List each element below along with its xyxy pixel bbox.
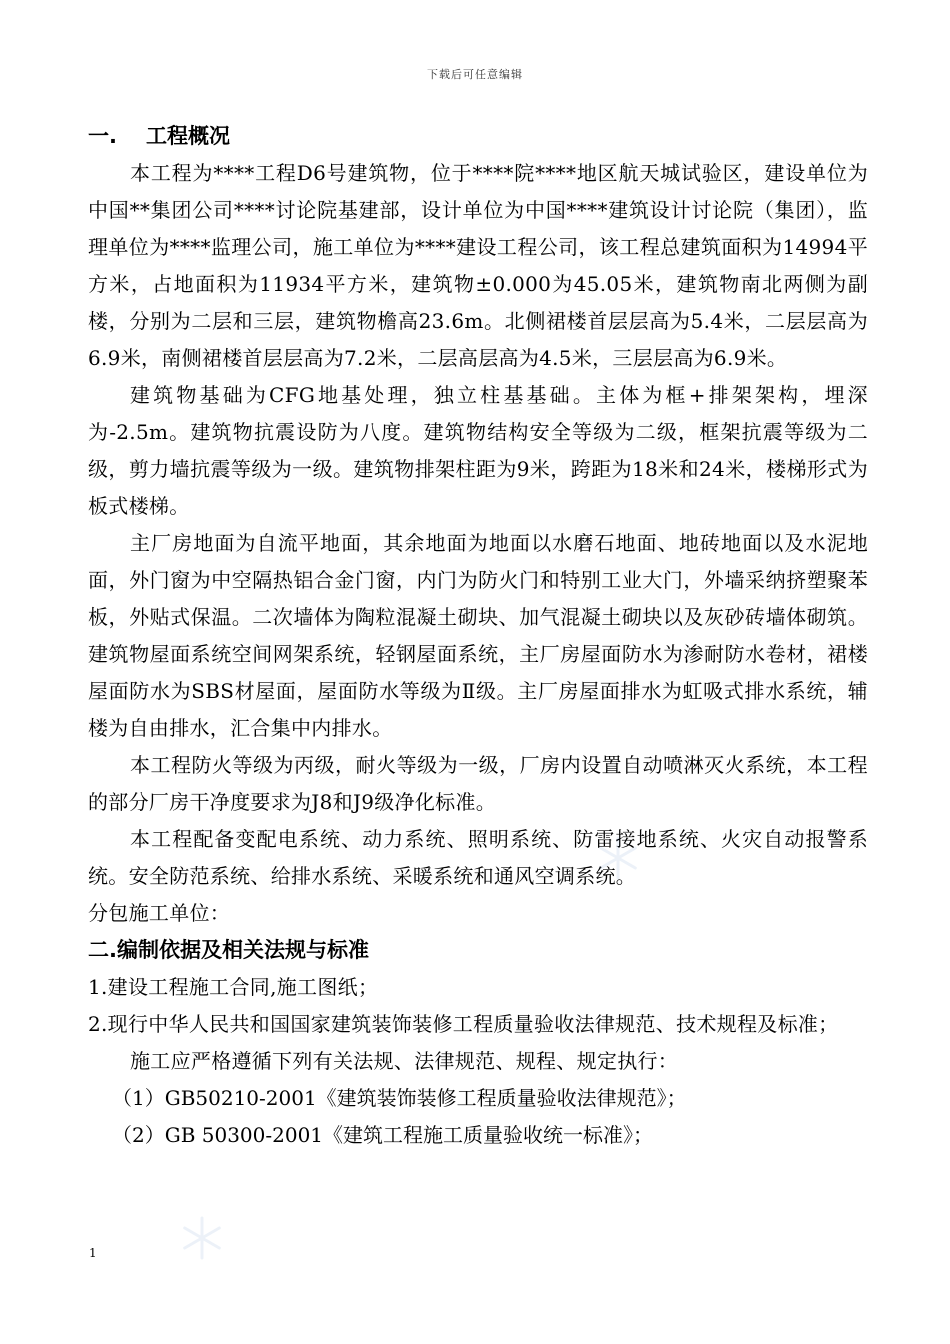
- standard-item-1: （1）GB50210-2001《建筑装饰装修工程质量验收法律规范》；: [112, 1086, 687, 1110]
- section-1-number: 一.: [88, 124, 117, 148]
- standard-item-2: （2）GB 50300-2001《建筑工程施工质量验收统一标准》；: [112, 1123, 654, 1147]
- snowflake-watermark-icon: [180, 1216, 224, 1260]
- section-1-title: 工程概况: [146, 124, 230, 148]
- snowflake-watermark-icon: [596, 836, 640, 880]
- paragraph-3: 主厂房地面为自流平地面，其余地面为地面以水磨石地面、地砖地面以及水泥地面，外门窗为中空隔热铝合金门窗，内门为防火门和特别工业大门，外墙采纳挤塑聚苯板，外贴式保温。二次墙体为陶粒混凝土砌块、加气混凝土砌块以及灰砂砖墙体砌筑。建筑物屋面系统空间网架系统，轻钢屋面系统，主厂房屋面防水为渗耐防水卷材，裙楼屋面防水为SBS材屋面，屋面防水等级为Ⅱ级。主厂房屋面排水为虹吸式排水系统，辅楼为自由排水，汇合集中内排水。: [88, 531, 868, 740]
- basis-item-1: 1.建设工程施工合同,施工图纸；: [88, 975, 379, 999]
- paragraph-1: 本工程为****工程D6号建筑物，位于****院****地区航天城试验区，建设单位为中国**集团公司****讨论院基建部，设计单位为中国****建筑设计讨论院（集团），监理单位为****监理公司，施工单位为****建设工程公司，该工程总建筑面积为14994平方米，占地面积为11934平方米，建筑物±0.000为45.05米，建筑物南北两侧为副楼，分别为二层和三层，建筑物檐高23.6m。北侧裙楼首层层高为5.4米，二层层高为6.9米，南侧裙楼首层层高为7.2米，二层高层高为4.5米，三层层高为6.9米。: [88, 161, 868, 370]
- page-number: 1: [89, 1246, 97, 1260]
- paragraph-5: 本工程配备变配电系统、动力系统、照明系统、防雷接地系统、火灾自动报警系统。安全防范系统、给排水系统、采暖系统和通风空调系统。: [88, 827, 868, 888]
- section-1-heading: [88, 118, 868, 155]
- section-2-heading: 二.编制依据及相关法规与标准: [88, 938, 369, 962]
- basis-item-2: 2.现行中华人民共和国国家建筑装饰装修工程质量验收法律规范、技术规程及标准；: [88, 1012, 839, 1036]
- subcontract-label: 分包施工单位：: [88, 901, 231, 925]
- paragraph-4: 本工程防火等级为丙级，耐火等级为一级，厂房内设置自动喷淋灭火系统，本工程的部分厂房干净度要求为J8和J9级净化标准。: [88, 753, 868, 814]
- document-body: [88, 118, 868, 1154]
- standards-intro: 施工应严格遵循下列有关法规、法律规范、规程、规定执行：: [130, 1049, 679, 1073]
- header-note: 下载后可任意编辑: [427, 68, 523, 81]
- paragraph-2: 建筑物基础为CFG地基处理，独立柱基基础。主体为框+排架架构，埋深为-2.5m。建筑物抗震设防为八度。建筑物结构安全等级为二级，框架抗震等级为二级，剪力墙抗震等级为一级。建筑物排架柱距为9米，跨距为18米和24米，楼梯形式为板式楼梯。: [88, 383, 868, 518]
